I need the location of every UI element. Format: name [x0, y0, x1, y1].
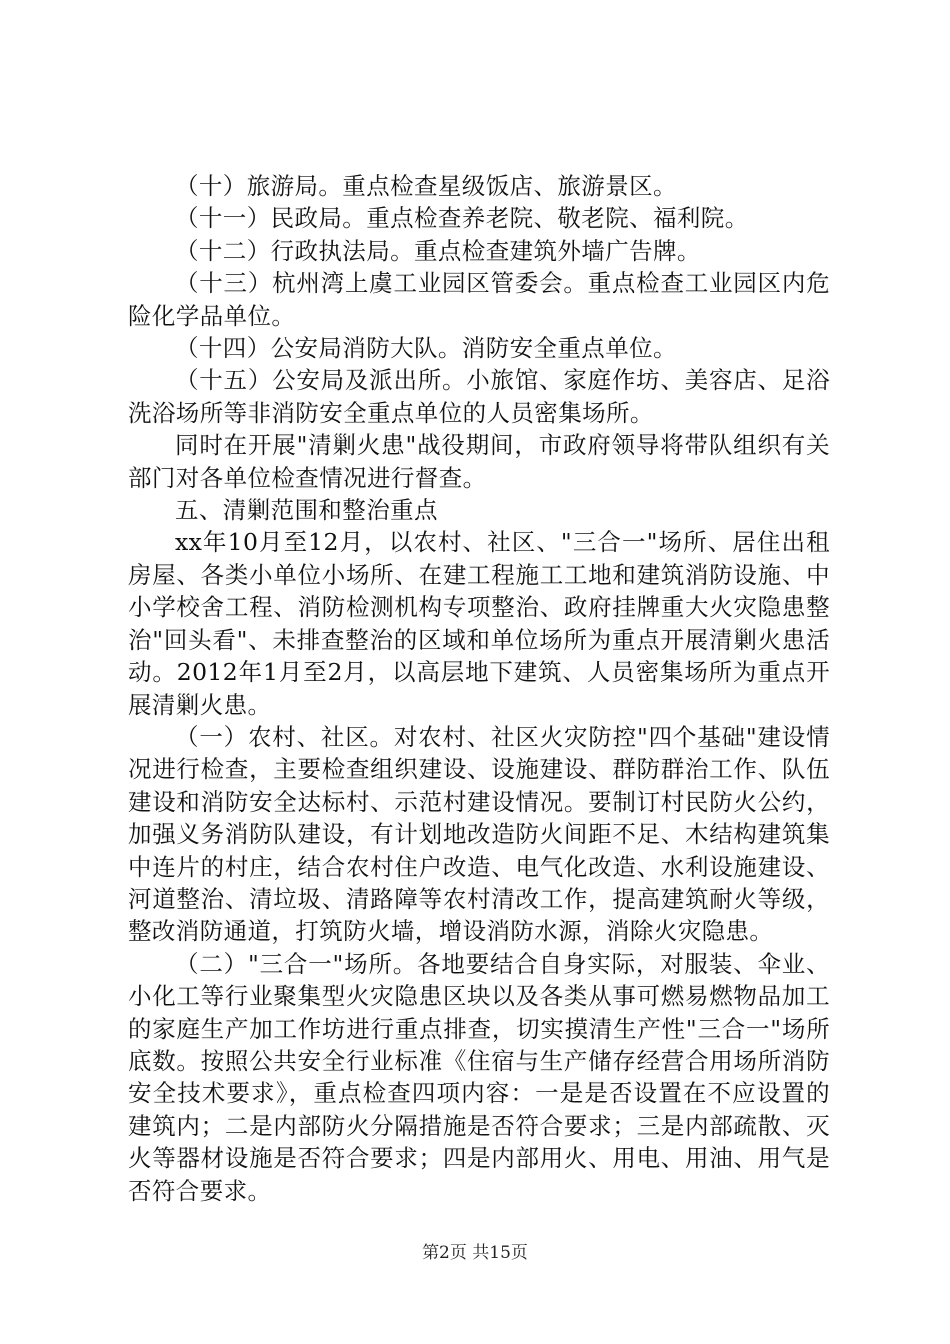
page-number-footer: 第2页 共15页 — [422, 1243, 528, 1263]
paragraph-civil-affairs: （十一）民政局。重点检查养老院、敬老院、福利院。 — [175, 204, 749, 233]
paragraph-three-in-one: （二）"三合一"场所。各地要结合自身实际，对服装、伞业、小化工等行业聚集型火灾隐患区块以及各类从事可燃易燃物品加工的家庭生产加工作坊进行重点排查，切实摸清生产性"三合一"场所底数。按照公共安全行业标准《住宿与生产储存经营合用场所消防安全技术要求》，重点检查四项内容：一是是否设置在不应设置的建筑内；二是内部防火分隔措施是否符合要求；三是内部疏散、灭火等器材设施是否符合要求；四是内部用火、用电、用油、用气是否符合要求。 — [128, 949, 830, 1205]
document-body — [128, 170, 830, 1207]
paragraph-police-stations: （十五）公安局及派出所。小旅馆、家庭作坊、美容店、足浴洗浴场所等非消防安全重点单位的人员密集场所。 — [128, 366, 830, 427]
paragraph-fire-brigade: （十四）公安局消防大队。消防安全重点单位。 — [175, 334, 677, 363]
paragraph-supervision: 同时在开展"清剿火患"战役期间，市政府领导将带队组织有关部门对各单位检查情况进行督查。 — [128, 431, 830, 492]
paragraph-schedule: xx年10月至12月，以农村、社区、"三合一"场所、居住出租房屋、各类小单位小场所、在建工程施工工地和建筑消防设施、中小学校舍工程、消防检测机构专项整治、政府挂牌重大火灾隐患整治"回头看"、未排查整治的区域和单位场所为重点开展清剿火患活动。2012年1月至2月，以高层地下建筑、人员密集场所为重点开展清剿火患。 — [128, 528, 830, 719]
paragraph-rural-community: （一）农村、社区。对农村、社区火灾防控"四个基础"建设情况进行检查，主要检查组织建设、设施建设、群防群治工作、队伍建设和消防安全达标村、示范村建设情况。要制订村民防火公约，加强义务消防队建设，有计划地改造防火间距不足、木结构建筑集中连片的村庄，结合农村住户改造、电气化改造、水利设施建设、河道整治、清垃圾、清路障等农村清改工作，提高建筑耐火等级，整改消防通道，打筑防火墙，增设消防水源，消除火灾隐患。 — [128, 722, 830, 946]
paragraph-tourism-bureau: （十）旅游局。重点检查星级饭店、旅游景区。 — [175, 172, 677, 200]
paragraph-law-enforcement: （十二）行政执法局。重点检查建筑外墙广告牌。 — [175, 236, 701, 265]
paragraph-industrial-park: （十三）杭州湾上虞工业园区管委会。重点检查工业园区内危险化学品单位。 — [128, 269, 830, 330]
section-heading-scope: 五、清剿范围和整治重点 — [175, 496, 438, 525]
